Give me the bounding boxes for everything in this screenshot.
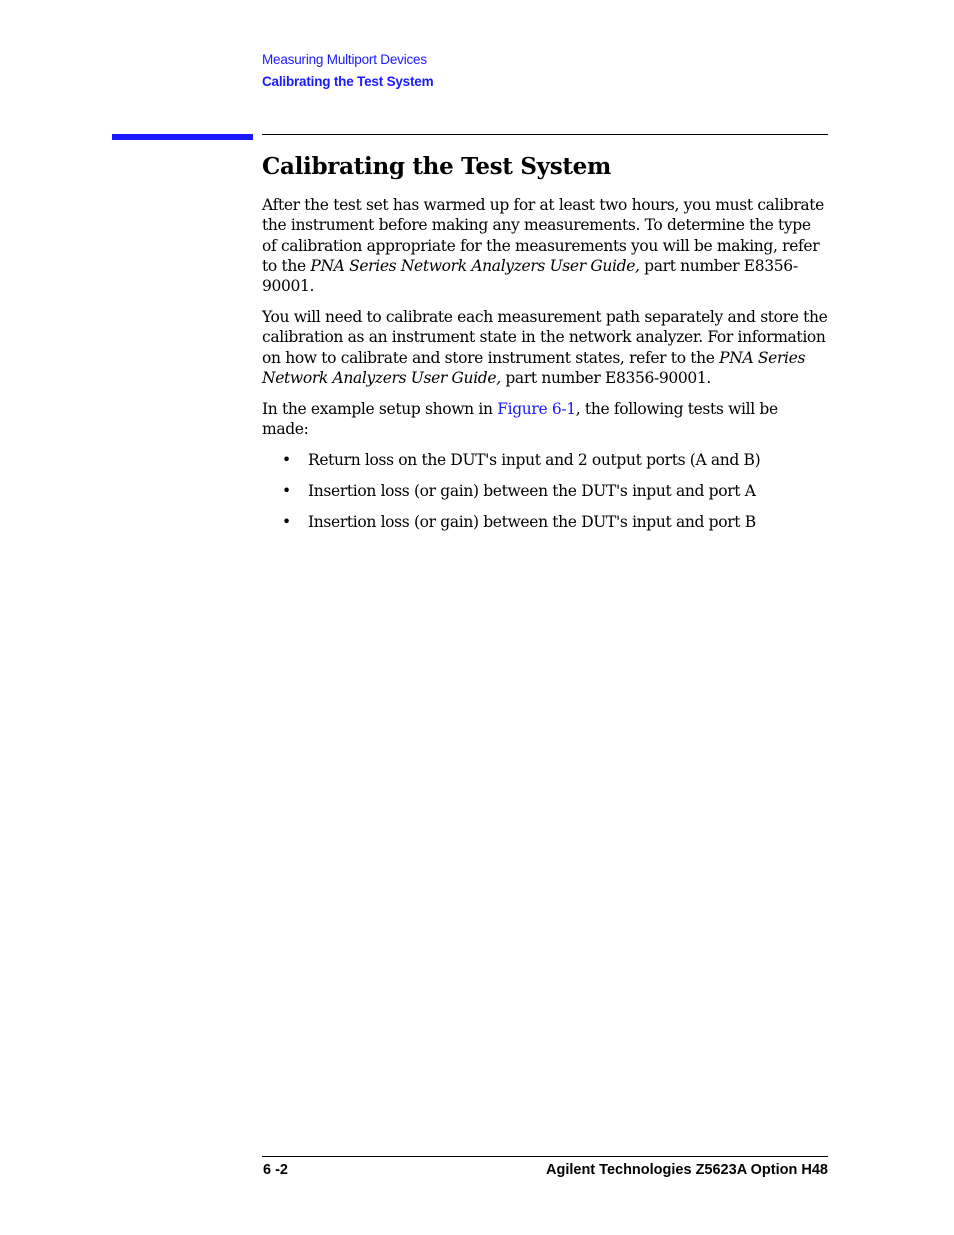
list-item [262, 512, 828, 532]
paragraph-text: part number E8356-90001. [500, 368, 712, 387]
test-list [262, 450, 828, 532]
bullet-icon: • [282, 451, 291, 470]
paragraph-warmup [262, 195, 828, 296]
paragraph-text: After the test set has warmed up for at least two hours, you must calibrate the instrument before making any measurements. To determine the type of calibration appropriate for the measurements you will be making, refer to the [262, 196, 824, 275]
paragraph-text: , the following tests will be made: [262, 399, 778, 439]
section-accent-bar [112, 134, 253, 140]
bullet-icon: • [282, 481, 291, 500]
paragraph-example-setup [262, 399, 828, 440]
running-head-section: Calibrating the Test System [262, 74, 434, 89]
list-item-text: Return loss on the DUT's input and 2 output ports (A and B) [308, 451, 761, 470]
list-item [262, 450, 828, 470]
list-item [262, 481, 828, 501]
header-rule [262, 134, 828, 135]
body-text [262, 195, 828, 532]
guide-title: PNA Series Network Analyzers User Guide, [310, 256, 640, 275]
paragraph-text: In the example setup shown in [262, 399, 498, 418]
list-item-text: Insertion loss (or gain) between the DUT's input and port A [308, 481, 756, 500]
paragraph-text: You will need to calibrate each measurement path separately and store the calibration as an instrument state in the network analyzer. For information on how to calibrate and store instrument states, refer to the [262, 308, 828, 367]
running-head-chapter: Measuring Multiport Devices [262, 52, 427, 67]
section-title: Calibrating the Test System [262, 153, 612, 180]
paragraph-text: part number E8356-90001. [262, 256, 798, 296]
page-number: 6 -2 [263, 1162, 288, 1178]
bullet-icon: • [282, 512, 291, 531]
list-item-text: Insertion loss (or gain) between the DUT's input and port B [308, 512, 756, 531]
product-name: Agilent Technologies Z5623A Option H48 [546, 1162, 828, 1178]
paragraph-store-states [262, 307, 828, 388]
guide-title: PNA Series Network Analyzers User Guide, [262, 348, 806, 387]
footer-rule [262, 1156, 828, 1157]
figure-6-1-link[interactable]: Figure 6-1 [497, 399, 576, 418]
